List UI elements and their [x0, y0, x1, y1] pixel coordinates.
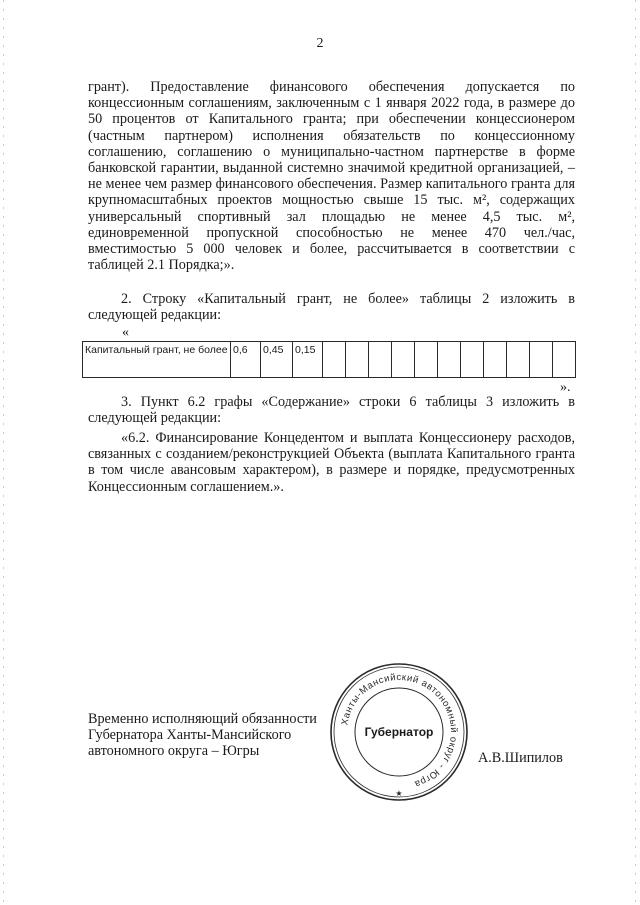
table-cell — [461, 342, 484, 378]
scan-edge-right — [635, 0, 636, 905]
capital-grant-table — [82, 341, 576, 378]
table-cell: 0,6 — [231, 342, 261, 378]
paragraph-item-6-2: «6.2. Финансирование Концедентом и выплата Концессионеру расходов, связанных с созданием/реконструкцией Объекта (выплата Капитального гранта в том числе авансовым характером), в размере и порядке, предусмотренных Концессионным соглашением.». — [88, 430, 575, 495]
table-cell — [346, 342, 369, 378]
page-number: 2 — [316, 36, 324, 51]
scan-edge-left — [3, 0, 4, 905]
open-quote: « — [122, 325, 129, 340]
signatory-line: Губернатора Ханты-Мансийского — [88, 727, 292, 744]
table-cell — [392, 342, 415, 378]
table-cell: 0,15 — [293, 342, 323, 378]
paragraph-item-3: 3. Пункт 6.2 графы «Содержание» строки 6 таблицы 3 изложить в следующей редакции: — [88, 394, 575, 427]
paragraph-grant-conditions: грант). Предоставление финансового обеспечения допускается по концессионным соглашениям, заключенным с 1 января 2022 года, в размере до 50 процентов от Капитального гранта; при обеспечении концессионером (частным партнером) исполнения обязательств по концессионному соглашению, соглашению о муниципально-частном партнерстве в форме банковской гарантии, выданной системно значимой кредитной организацией, – не менее чем размер финансового обеспечения. Размер капитального гранта для крупномасштабных проектов мощностью свыше 15 тыс. м², содержащих универсальный спортивный зал площадью не менее 4,5 тыс. м², единовременной пропускной способностью не менее 470 чел./час, вместимостью 5 000 человек и более, рассчитывается в соответствии с таблицей 2.1 Порядка;». — [88, 79, 575, 274]
table-cell — [323, 342, 346, 378]
table-cell — [438, 342, 461, 378]
table-cell — [530, 342, 553, 378]
signatory-name: А.В.Шипилов — [478, 750, 563, 766]
table-cell — [553, 342, 576, 378]
governor-seal — [327, 660, 471, 804]
table-cell: 0,45 — [261, 342, 293, 378]
seal-star-icon: ★ — [395, 789, 403, 798]
table-cell — [369, 342, 392, 378]
seal-ring-text: Ханты-Мансийский автономный округ - Югра — [339, 671, 460, 790]
seal-center-text: Губернатор — [364, 725, 434, 739]
close-quote: ». — [560, 380, 571, 395]
table-row — [83, 342, 576, 378]
table-cell — [507, 342, 530, 378]
signatory-title — [88, 711, 348, 760]
table-cell — [415, 342, 438, 378]
signatory-line: автономного округа – Югры — [88, 743, 260, 760]
signatory-line: Временно исполняющий обязанности — [88, 711, 317, 727]
paragraph-item-2: 2. Строку «Капитальный грант, не более» таблицы 2 изложить в следующей редакции: — [88, 291, 575, 324]
table-row-label: Капитальный грант, не более — [83, 342, 231, 378]
table-cell — [484, 342, 507, 378]
